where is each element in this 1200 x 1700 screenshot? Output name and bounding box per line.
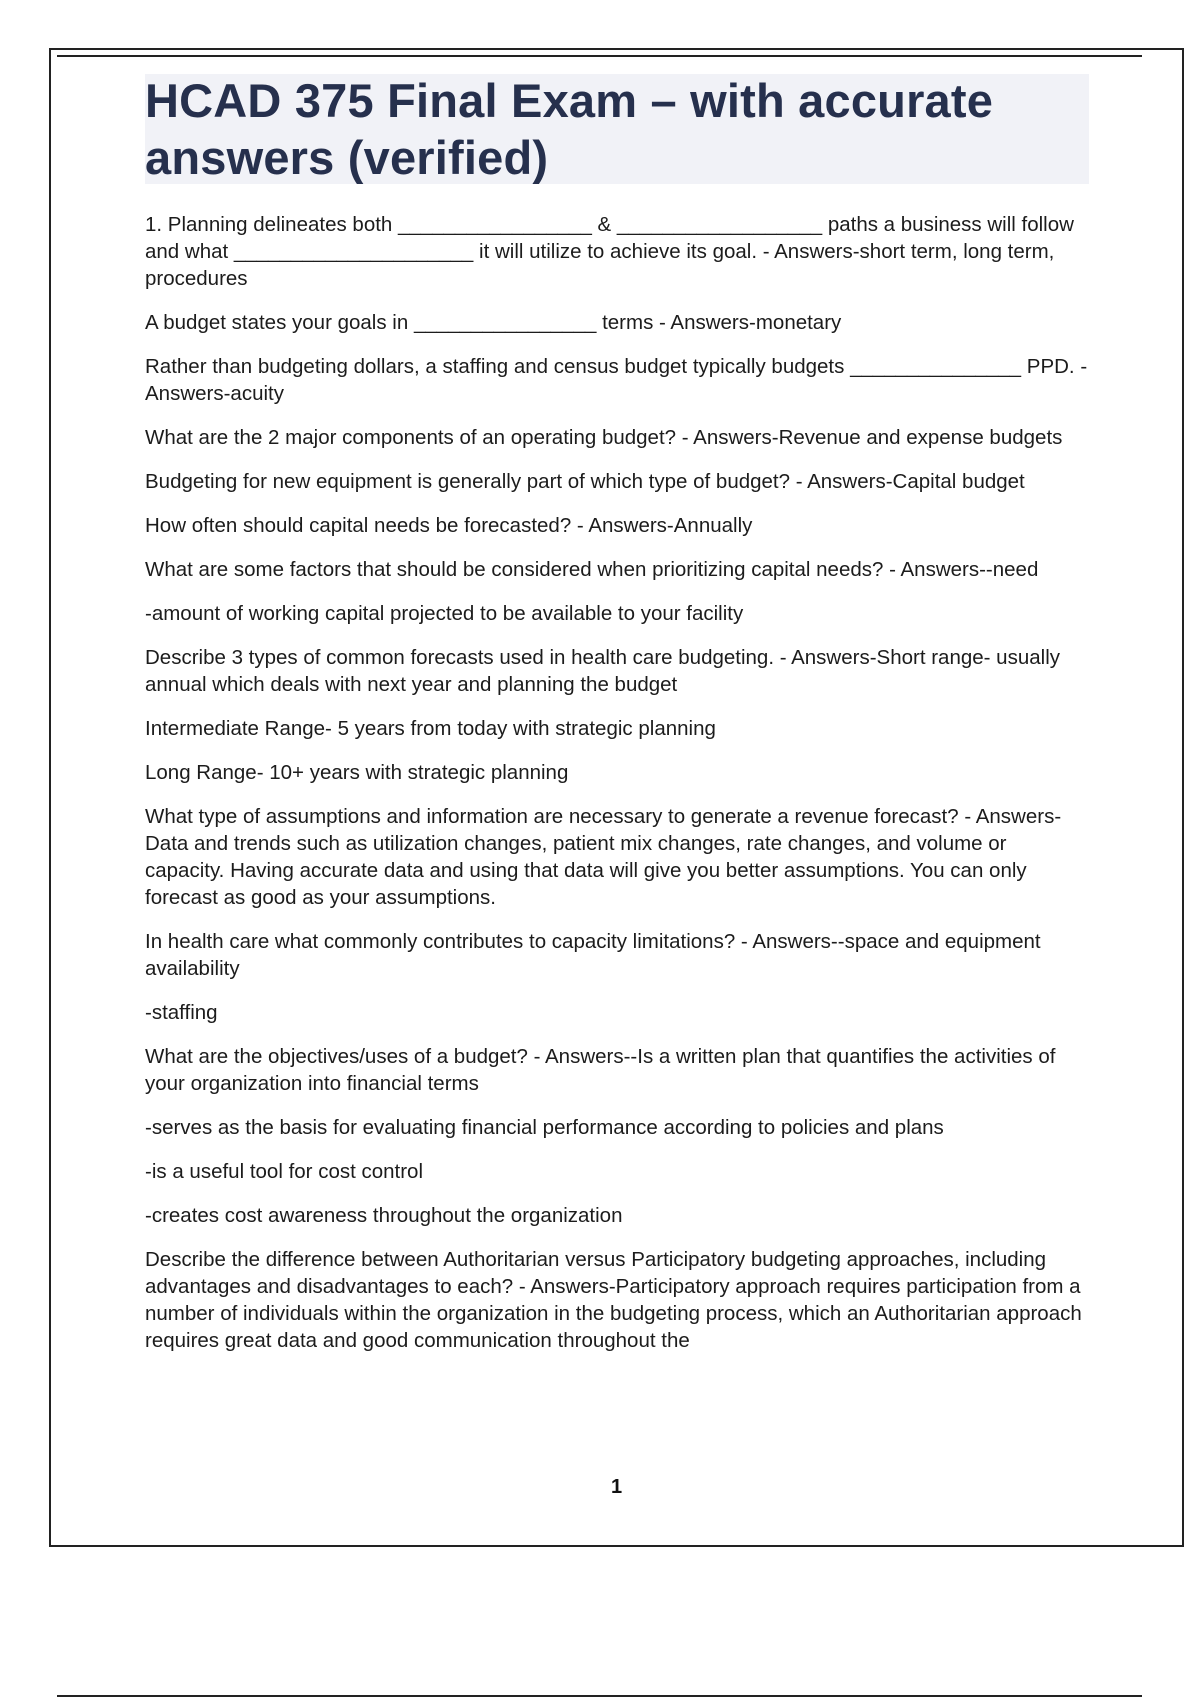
paragraph: Describe the difference between Authoritarian versus Participatory budgeting approaches, including advantages and disadvantages to each? - Answers-Participatory approach requires participation from a number of individuals within the organization in the budgeting process, which an Authoritarian approach requires great data and good communication throughout the [145, 1248, 1082, 1352]
paragraph: What type of assumptions and information are necessary to generate a revenue forecast? - Answers-Data and trends such as utilization changes, patient mix changes, rate changes, and volume or capacity. Having accurate data and using that data will give you better assumptions. You can only forecast as good as your assumptions. [145, 805, 1062, 909]
paragraph: Long Range- 10+ years with strategic planning [145, 761, 569, 784]
paragraph: -creates cost awareness throughout the organization [145, 1204, 623, 1227]
paragraph: What are the 2 major components of an operating budget? - Answers-Revenue and expense budgets [145, 426, 1063, 449]
paragraph: What are the objectives/uses of a budget? - Answers--Is a written plan that quantifies the activities of your organization into financial terms [145, 1045, 1056, 1095]
paragraph: How often should capital needs be forecasted? - Answers-Annually [145, 514, 753, 537]
top-rule [57, 55, 1142, 57]
page-number: 1 [610, 1476, 623, 1498]
paragraph: 1. Planning delineates both _________________ & __________________ paths a business will follow and what _____________________ it will utilize to achieve its goal. - Answers-short term, long term, procedures [145, 213, 1074, 290]
next-page-top-rule [57, 1695, 1142, 1697]
paragraph: -amount of working capital projected to be available to your facility [145, 602, 744, 625]
paragraph: -serves as the basis for evaluating financial performance according to policies and plans [145, 1116, 944, 1139]
paragraph: -is a useful tool for cost control [145, 1160, 424, 1183]
paragraph: -staffing [145, 1001, 218, 1024]
paragraph: Budgeting for new equipment is generally part of which type of budget? - Answers-Capital budget [145, 470, 1025, 493]
paragraph: What are some factors that should be considered when prioritizing capital needs? - Answers--need [145, 558, 1039, 581]
document-body [145, 211, 1090, 1371]
paragraph: Intermediate Range- 5 years from today with strategic planning [145, 717, 716, 740]
paragraph: Rather than budgeting dollars, a staffing and census budget typically budgets _______________ PPD. - Answers-acuity [145, 355, 1088, 405]
paragraph: In health care what commonly contributes to capacity limitations? - Answers--space and equipment availability [145, 930, 1041, 980]
paragraph: A budget states your goals in ________________ terms - Answers-monetary [145, 311, 842, 334]
paragraph: Describe 3 types of common forecasts used in health care budgeting. - Answers-Short range- usually annual which deals with next year and planning the budget [145, 646, 1060, 696]
document-title: HCAD 375 Final Exam – with accurate answers (verified) [145, 74, 994, 184]
